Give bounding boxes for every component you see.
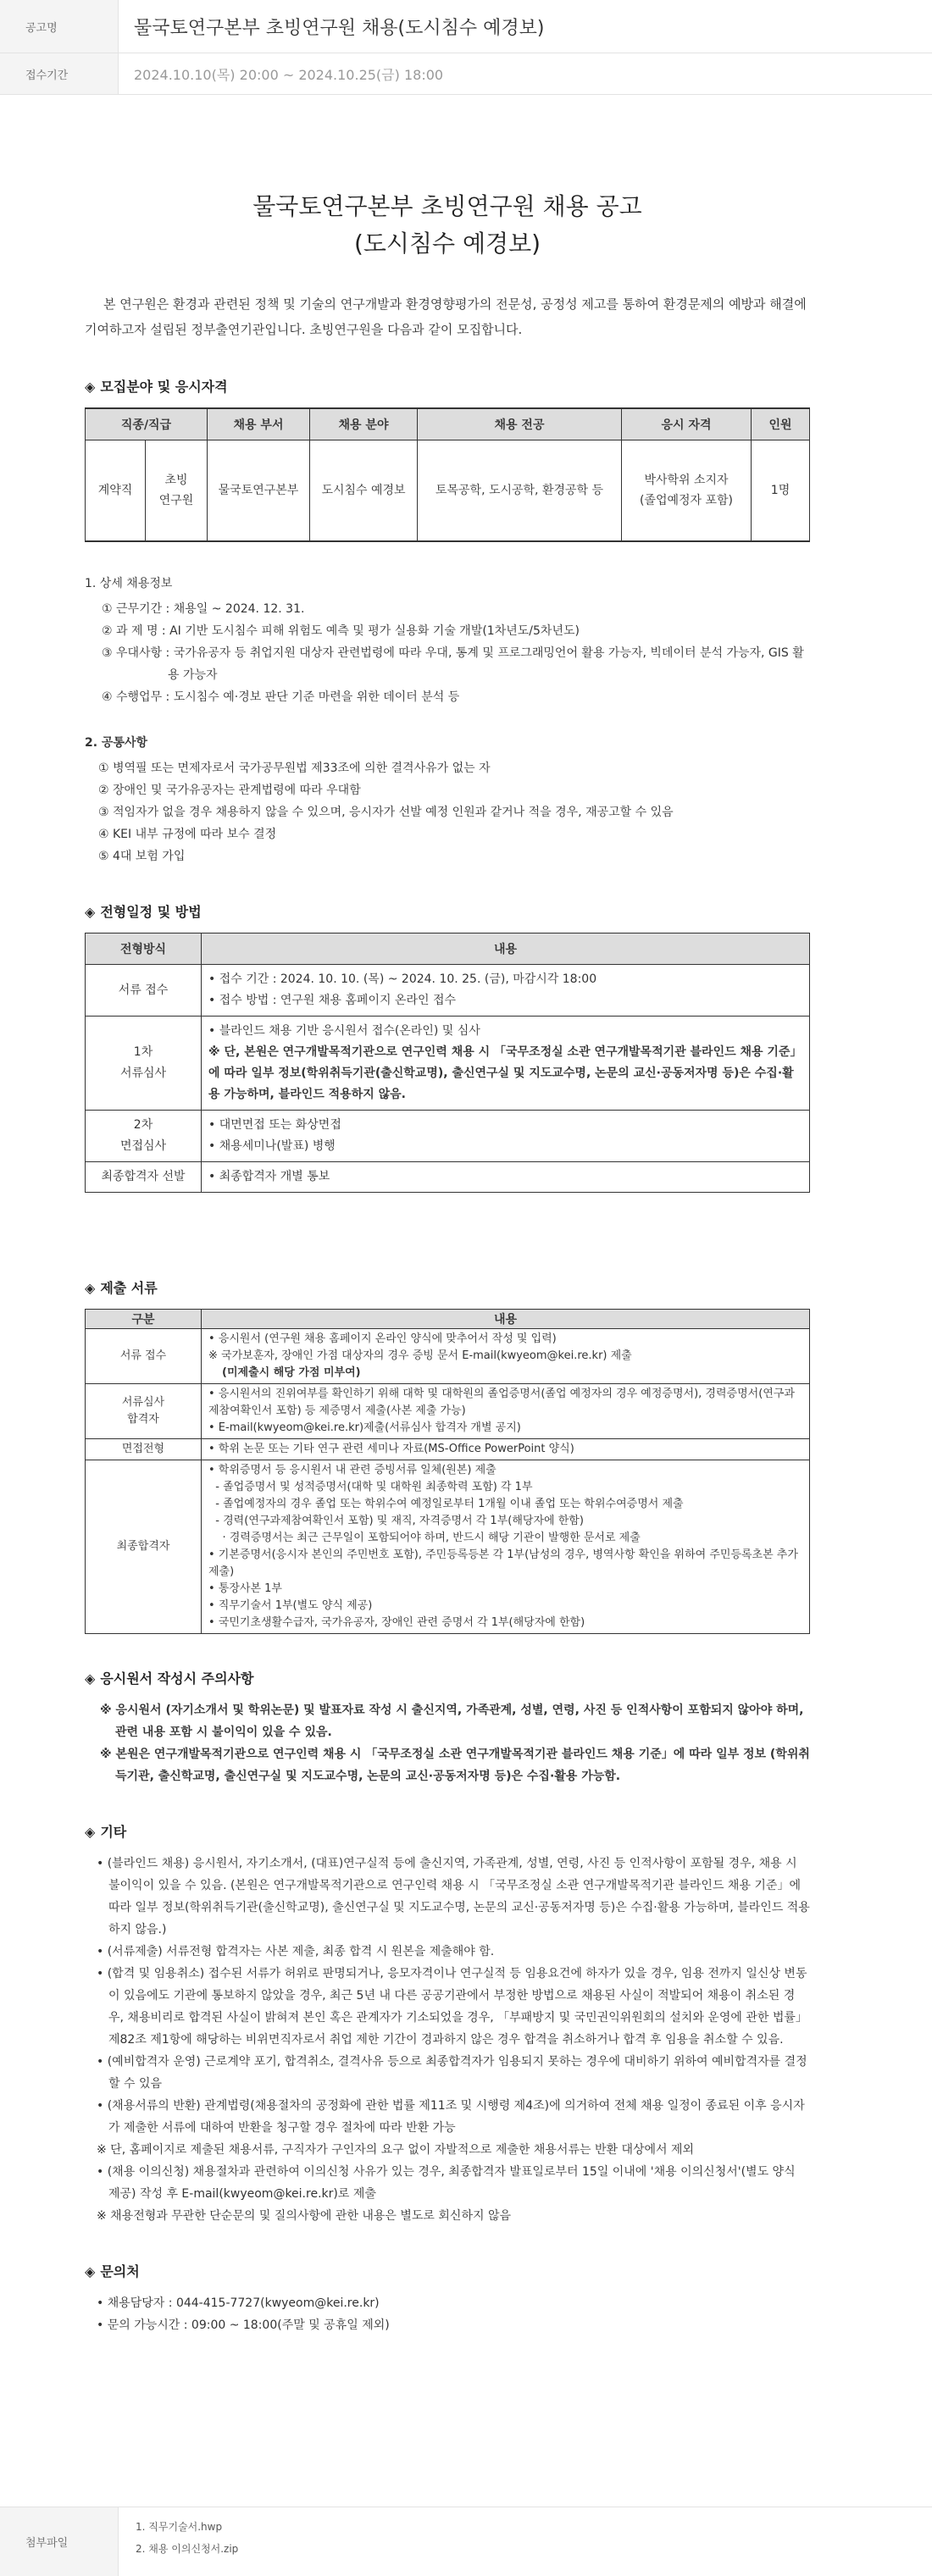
table-row: 면접전형 • 학위 논문 또는 기타 연구 관련 세미나 자료(MS-Office PowerPoint 양식) — [86, 1439, 810, 1460]
section-process: ◈ 전형일정 및 방법 — [85, 904, 202, 920]
etc-list: • (블라인드 채용) 응시원서, 자기소개서, (대표)연구실적 등에 출신지역, 가족관계, 성별, 연령, 사진 등 인적사항이 포함될 경우, 채용 시 불이익이 있을 수 있음. (본원은 연구개발목적기관으로 연구인력 채용 시 「국무조정실 소관 연구개발목적기관 블라인드 채용 기준」에 따라 일부 정보(학위취득기관(출신학교명), 출신연구실 및 지도교수명, 논문의 교신·공동저자명 등)은 수집·활용 가능하며, 블라인드 적용하지 않음.) • (서류제출) 서류전형 합격자는 사본 제출, 최종 합격 시 원본을 제출해야 함. • (합격 및 임용취소) 접수된 서류가 허위로 판명되거나, 응모자격이나 연구실적 등 임용요건에 하자가 있을 경우, 임용 전까지 일신상 변동이 있음에도 기관에 통보하지 않았을 경우, 최근 5년 내 다른 공공기관에서 부정한 방법으로 채용된 사실이 적발되어 채용이 취소된 경우, 채용비리로 합격된 사실이 밝혀져 본인 혹은 관계자가 기소되었을 경우, 「부패방지 및 국민권익위원회의 설치와 운영에 관한 법률」 제82조 제1항에 해당하는 비위면직자로서 취업 제한 기간이 경과하지 않은 경우 합격을 취소하거나 합격 후 임용을 취소할 수 있음. • (예비합격자 운영) 근로계약 포기, 합격취소, 결격사유 등으로 최종합격자가 임용되지 못하는 경우에 대비하기 위하여 예비합격자를 결정할 수 있음 • (채용서류의 반환) 관계법령(채용절차의 공정화에 관한 법률 제11조 및 시행령 제4조)에 의거하여 전체 채용 일정이 종료된 이후 응시자가 제출한 서류에 대하여 반환을 청구할 경우 절차에 따라 반환 가능 ※ 단, 홈페이지로 제출된 채용서류, 구직자가 구인자의 요구 없이 자발적으로 제출한 채용서류는 반환 대상에서 제외 • (채용 이의신청) 채용절차과 관련하여 이의신청 사유가 있는 경우, 최종합격자 발표일로부터 15일 이내에 '채용 이의신청서'(별도 양식 제공) 작성 후 E-mail(kwyeom@kei.re.kr)로 제출 ※ 채용전형과 무관한 단순문의 및 질의사항에 관한 내용은 별도로 회신하지 않음 — [97, 1857, 810, 2223]
table-row: 2차 면접심사 • 대면면접 또는 화상면접 • 채용세미나(발표) 병행 — [86, 1111, 810, 1162]
attachments — [0, 2507, 932, 2576]
table-row: 서류 접수 • 응시원서 (연구원 채용 홈페이지 온라인 양식에 맞추어서 작성 및 입력) ※ 국가보훈자, 장애인 가점 대상자의 경우 증빙 문서 E-mail(kwyeom@kei.re.kr) 제출 (미제출시 해당 가점 미부여) — [86, 1329, 810, 1384]
list-item: ⑤ 4대 보험 가입 — [98, 850, 186, 863]
notice-title: 물국토연구본부 초빙연구원 채용 공고 (도시침수 예경보) — [252, 192, 642, 258]
list-item: ③ 적임자가 없을 경우 채용하지 않을 수 있으며, 응시자가 선발 예정 인원과 같거나 적을 경우, 재공고할 수 있음 — [98, 806, 674, 819]
page-title: 물국토연구본부 초빙연구원 채용(도시침수 예경보) — [134, 17, 545, 39]
list-item: ③ 우대사항 : 국가유공자 등 취업지원 대상자 관련법령에 따라 우대, 통계 및 프로그래밍언어 활용 가능자, 빅데이터 분석 가능자, GIS 활용 가능자 — [102, 646, 804, 682]
attachments-label: 첨부파일 — [0, 2507, 119, 2576]
table-row: 최종합격자 선발 • 최종합격자 개별 통보 — [86, 1162, 810, 1193]
list-item: ② 과 제 명 : AI 기반 도시침수 피해 위험도 예측 및 평가 실용화 기술 개발(1차년도/5차년도) — [102, 624, 580, 638]
list-item: ④ KEI 내부 규정에 따라 보수 결정 — [98, 828, 277, 841]
process-table: 전형방식 내용 서류 접수 • 접수 기간 : 2024. 10. 10. (목) ~ 2024. 10. 25. (금), 마감시각 18:00 • 접수 방법 : 연구원 채용 홈페이지 온라인 접수 1차 서류심사 • 블라인드 채용 기반 응시원서 접수(온라인) 및 심사 ※ 단, 본원은 연구개발목적기관으로 연구인력 채용 시 「국무조정실 소관 연구개발목적기관 블라인드 채용 기준」에 따라 일부 정보(학위취득기관(출신학교명), 출신연구실 및 지도교수명, 논문의 교신·공동저자명 등)은 수집·활용 가능하며, 블라인드 적용하지 않음. 2차 면접심사 • 대면면접 또는 화상면접 • 채용세미나(발표) 병행 최종합격자 선발 • 최종합격자 개별 통보 — [85, 933, 810, 1193]
table-row: 서류심사 합격자 • 응시원서의 진위여부를 확인하기 위해 대학 및 대학원의 졸업증명서(졸업 예정자의 경우 예정증명서), 경력증명서(연구과제참여확인서 포함) 등 제증명서 제출(사본 제출 가능) • E-mail(kwyeom@kei.re.kr)제출(서류심사 합격자 개별 공지) — [86, 1384, 810, 1439]
contact-list: • 채용담당자 : 044-415-7727(kwyeom@kei.re.kr) • 문의 가능시간 : 09:00 ~ 18:00(주말 및 공휴일 제외) — [97, 2296, 390, 2332]
submit-table: 구분 내용 서류 접수 • 응시원서 (연구원 채용 홈페이지 온라인 양식에 맞추어서 작성 및 입력) ※ 국가보훈자, 장애인 가점 대상자의 경우 증빙 문서 E-mail(kwyeom@kei.re.kr) 제출 (미제출시 해당 가점 미부여) 서류심사 합격자 • 응시원서의 진위여부를 확인하기 위해 대학 및 대학원의 졸업증명서(졸업 예정자의 경우 예정증명서), 경력증명서(연구과제참여확인서 포함) 등 제증명서 제출(사본 제출 가능) • E-mail(kwyeom@kei.re.kr)제출(서류심사 합격자 개별 공지) 면접전형 • 학위 논문 또는 기타 연구 관련 세미나 자료(MS-Office PowerPoint 양식) 최종합격자 • 학위증명서 등 응시원서 내 관련 증빙서류 일체(원본) 제출 - 졸업증명서 및 성적증명서(대학 및 대학원 최종학력 포함) 각 1부 - 졸업예정자의 경우 졸업 또는 학위수여 예정일로부터 1개월 이내 졸업 또는 학위수여증명서 제출 - 경력(연구과제참여확인서 포함) 및 재직, 자격증명서 각 1부(해당자에 한함) · 경력증명서는 최근 근무일이 포함되어야 하며, 반드시 해당 기관이 발행한 문서로 제출 • 기본증명서(응시자 본인의 주민번호 포함), 주민등록등본 각 1부(남성의 경우, 병역사항 확인을 위하여 주민등록초본 추가 제출) • 통장사본 1부 • 직무기술서 1부(별도 양식 제공) • 국민기초생활수급자, 국가유공자, 장애인 관련 증명서 각 1부(해당자에 한함) — [85, 1309, 810, 1634]
caution-1: ※ 응시원서 (자기소개서 및 학위논문) 및 발표자료 작성 시 출신지역, 가족관계, 성별, 연령, 사진 등 인적사항이 포함되지 않아야 하며, 관련 내용 포함 시 불이익이 있을 수 있음. — [100, 1703, 804, 1739]
recruit-table: 직종/직급 채용 부서 채용 분야 채용 전공 응시 자격 인원 계약직 초빙 연구원 물국토연구본부 도시침수 예경보 토목공학, 도시공학, 환경공학 등 박사학위 소지자 (졸업예정자 포함) 1명 — [85, 407, 810, 542]
period-row — [0, 53, 932, 94]
list-item: ① 병역필 또는 면제자로서 국가공무원법 제33조에 의한 결격사유가 없는 자 — [98, 762, 491, 775]
section-recruit: ◈ 모집분야 및 응시자격 — [85, 379, 228, 395]
attachment-link[interactable]: 2. 채용 이의신청서.zip — [136, 2543, 239, 2555]
list-item: ④ 수행업무 : 도시침수 예·경보 판단 기준 마련을 위한 데이터 분석 등 — [102, 690, 460, 704]
attachment-link[interactable]: 1. 직무기술서.hwp — [136, 2521, 223, 2533]
table-row: 최종합격자 • 학위증명서 등 응시원서 내 관련 증빙서류 일체(원본) 제출 - 졸업증명서 및 성적증명서(대학 및 대학원 최종학력 포함) 각 1부 - 졸업예정자의 경우 졸업 또는 학위수여 예정일로부터 1개월 이내 졸업 또는 학위수여증명서 제출 - 경력(연구과제참여확인서 포함) 및 재직, 자격증명서 각 1부(해당자에 한함) · 경력증명서는 최근 근무일이 포함되어야 하며, 반드시 해당 기관이 발행한 문서로 제출 • 기본증명서(응시자 본인의 주민번호 포함), 주민등록등본 각 1부(남성의 경우, 병역사항 확인을 위하여 주민등록초본 추가 제출) • 통장사본 1부 • 직무기술서 1부(별도 양식 제공) • 국민기초생활수급자, 국가유공자, 장애인 관련 증명서 각 1부(해당자에 한함) — [86, 1460, 810, 1634]
common-list: 2. 공통사항 ① 병역필 또는 면제자로서 국가공무원법 제33조에 의한 결격사유가 없는 자 ② 장애인 및 국가유공자는 관계법령에 따라 우대함 ③ 적임자가 없을 경우 채용하지 않을 수 있으며, 응시자가 선발 예정 인원과 같거나 적을 경우, 재공고할 수 있음 ④ KEI 내부 규정에 따라 보수 결정 ⑤ 4대 보험 가입 — [85, 732, 810, 867]
period-value: 2024.10.10(목) 20:00 ~ 2024.10.25(금) 18:00 — [134, 66, 444, 83]
notice-document — [85, 161, 810, 2336]
table-row: 계약직 초빙 연구원 물국토연구본부 도시침수 예경보 토목공학, 도시공학, 환경공학 등 박사학위 소지자 (졸업예정자 포함) 1명 — [86, 440, 810, 542]
intro-paragraph: 본 연구원은 환경과 관련된 정책 및 기술의 연구개발과 환경영향평가의 전문성, 공정성 제고를 통하여 환경문제의 예방과 해결에 기여하고자 설립된 정부출연기관입니다. 초빙연구원을 다음과 같이 모집합니다. — [85, 296, 807, 337]
details-list: 1. 상세 채용정보 ① 근무기간 : 채용일 ~ 2024. 12. 31. ② 과 제 명 : AI 기반 도시침수 피해 위험도 예측 및 평가 실용화 기술 개발(1차년도/5차년도) ③ 우대사항 : 국가유공자 등 취업지원 대상자 관련법령에 따라 우대, 통계 및 프로그래밍언어 활용 가능자, 빅데이터 분석 가능자, GIS 활용 가능자 ④ 수행업무 : 도시침수 예·경보 판단 기준 마련을 위한 데이터 분석 등 — [85, 573, 810, 708]
section-submit: ◈ 제출 서류 — [85, 1280, 158, 1296]
list-item: ② 장애인 및 국가유공자는 관계법령에 따라 우대함 — [98, 784, 361, 797]
table-row: 1차 서류심사 • 블라인드 채용 기반 응시원서 접수(온라인) 및 심사 ※ 단, 본원은 연구개발목적기관으로 연구인력 채용 시 「국무조정실 소관 연구개발목적기관 블라인드 채용 기준」에 따라 일부 정보(학위취득기관(출신학교명), 출신연구실 및 지도교수명, 논문의 교신·공동저자명 등)은 수집·활용 가능하며, 블라인드 적용하지 않음. — [86, 1017, 810, 1111]
list-item: ① 근무기간 : 채용일 ~ 2024. 12. 31. — [102, 602, 305, 616]
title-label: 공고명 — [0, 0, 119, 53]
section-contact: ◈ 문의처 — [85, 2263, 140, 2280]
table-row: 서류 접수 • 접수 기간 : 2024. 10. 10. (목) ~ 2024. 10. 25. (금), 마감시각 18:00 • 접수 방법 : 연구원 채용 홈페이지 온라인 접수 — [86, 965, 810, 1017]
period-label: 접수기간 — [0, 53, 119, 94]
title-row — [0, 0, 932, 53]
section-etc: ◈ 기타 — [85, 1824, 127, 1840]
caution-2: ※ 본원은 연구개발목적기관으로 연구인력 채용 시 「국무조정실 소관 연구개발목적기관 블라인드 채용 기준」에 따라 일부 정보 (학위취득기관, 출신학교명, 출신연구실 및 지도교수명, 논문의 교신·공동저자명 등)은 수집·활용 가능함. — [100, 1748, 810, 1783]
section-caution: ◈ 응시원서 작성시 주의사항 — [85, 1670, 254, 1687]
